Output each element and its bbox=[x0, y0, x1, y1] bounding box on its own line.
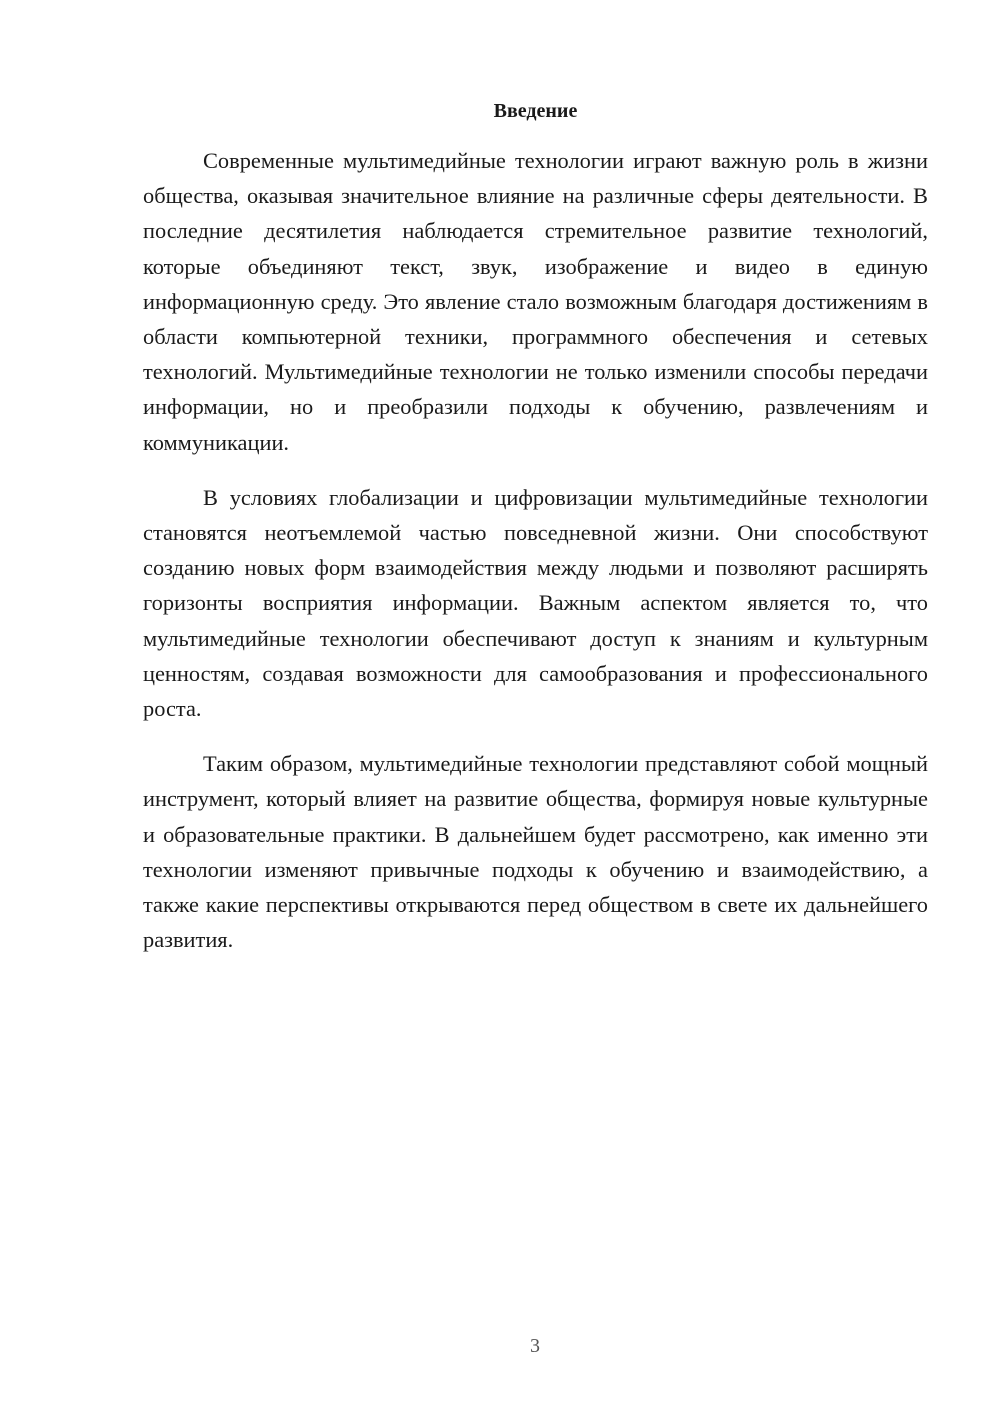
paragraph-1: Современные мультимедийные технологии играют важную роль в жизни общества, оказывая значительное влияние на различные сферы деятельности. В последние десятилетия наблюдается стремительное развитие технологий, которые объединяют текст, звук, изображение и видео в единую информационную среду. Это явление стало возможным благодаря достижениям в области компьютерной техники, программного обеспечения и сетевых технологий. Мультимедийные технологии не только изменили способы передачи информации, но и преобразили подходы к обучению, развлечениям и коммуникации. bbox=[143, 148, 928, 455]
section-heading: Введение bbox=[493, 100, 578, 122]
paragraph-3: Таким образом, мультимедийные технологии представляют собой мощный инструмент, который влияет на развитие общества, формируя новые культурные и образовательные практики. В дальнейшем будет рассмотрено, как именно эти технологии изменяют привычные подходы к обучению и взаимодействию, а также какие перспективы открываются перед обществом в свете их дальнейшего развития. bbox=[143, 751, 928, 953]
page-number: 3 bbox=[530, 1335, 540, 1357]
body-text bbox=[143, 143, 928, 977]
paragraph-2: В условиях глобализации и цифровизации мультимедийные технологии становятся неотъемлемой частью повседневной жизни. Они способствуют созданию новых форм взаимодействия между людьми и позволяют расширять горизонты восприятия информации. Важным аспектом является то, что мультимедийные технологии обеспечивают доступ к знаниям и культурным ценностям, создавая возможности для самообразования и профессионального роста. bbox=[143, 484, 928, 722]
